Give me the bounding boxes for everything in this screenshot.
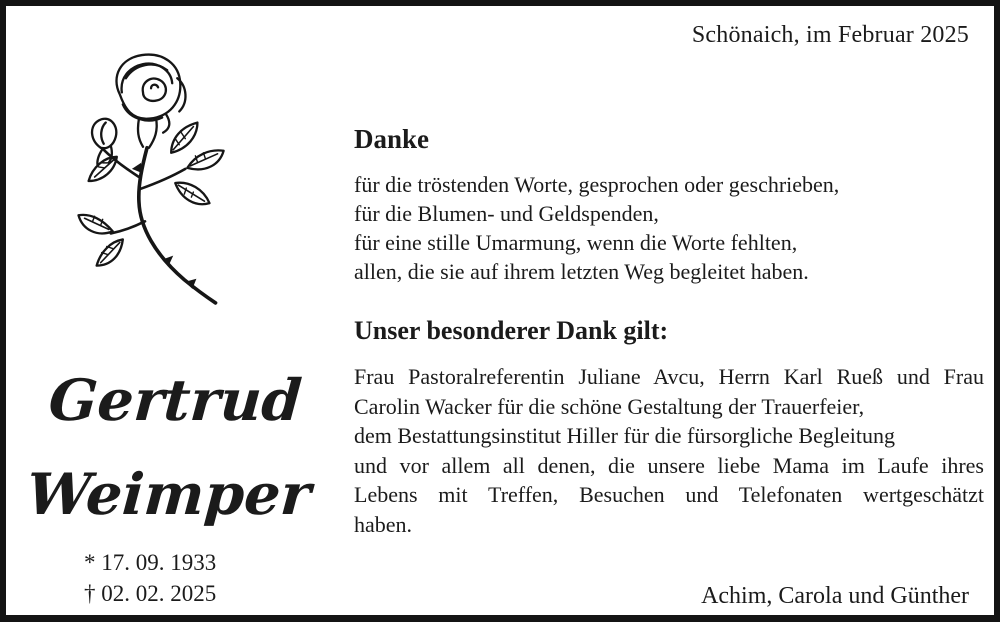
deceased-first-name: Gertrud [46,367,304,434]
thanks-line: für die tröstenden Worte, gesprochen oder geschrieben, [354,172,840,197]
thanks-paragraph [354,170,984,286]
special-thanks-line: und vor allem all denen, die unsere liebe Mama im Laufe ihres [354,452,984,478]
special-thanks-line: Frau Pastoralreferentin Juliane Avcu, Herrn Karl Rueß und Frau [354,364,984,389]
deceased-last-name: Weimper [24,461,313,528]
dateline: Schönaich, im Februar 2025 [691,22,969,48]
special-thanks-heading: Unser besonderer Dank gilt: [354,316,669,345]
special-thanks-line: Carolin Wacker für die schöne Gestaltung der Trauerfeier, [354,393,865,419]
special-thanks-line: Lebens mit Treffen, Besuchen und Telefonaten wertgeschätzt [354,482,984,507]
thanks-line: allen, die sie auf ihrem letzten Weg begleitet haben. [354,259,809,284]
signature: Achim, Carola und Günther [701,583,969,609]
birth-date: * 17. 09. 1933 [84,550,217,575]
thanks-line: für eine stille Umarmung, wenn die Worte fehlten, [354,230,798,255]
deceased-name [13,354,330,542]
death-date: † 02. 02. 2025 [84,581,217,606]
special-thanks-line: haben. [354,511,413,537]
special-thanks-line: dem Bestattungsinstitut Hiller für die fürsorgliche Begleitung [354,423,895,448]
thanks-heading: Danke [354,124,430,154]
special-thanks-paragraph [354,362,984,539]
life-dates [84,547,216,609]
rose-icon [58,48,230,312]
thanks-line: für die Blumen- und Geldspenden, [354,201,659,226]
